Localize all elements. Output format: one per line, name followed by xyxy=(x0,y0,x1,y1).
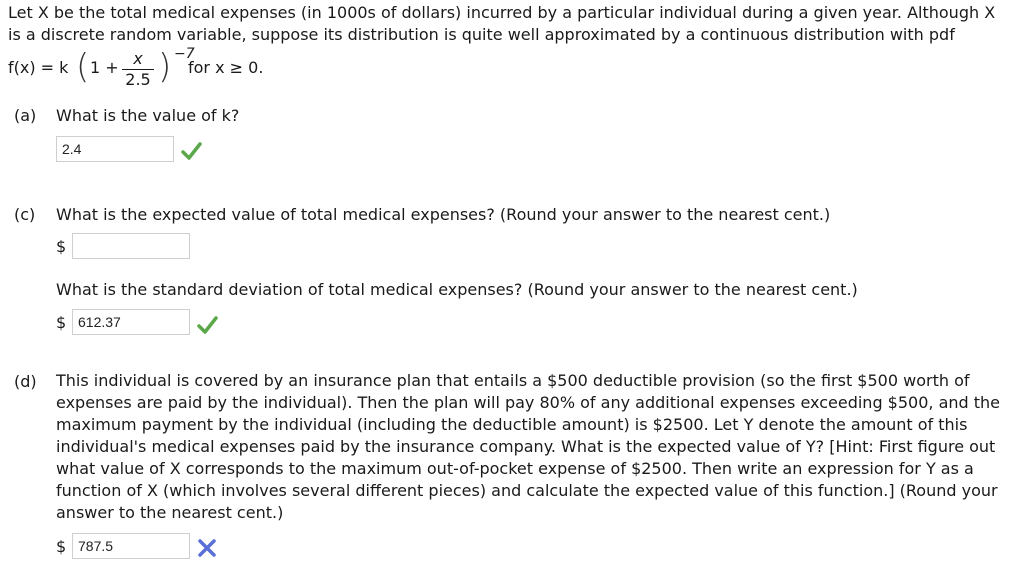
part-a-label: (a) xyxy=(14,106,37,125)
part-c-std-dev-input[interactable] xyxy=(72,309,190,335)
part-d-line: individual's medical expenses paid by the insurance company. What is the expected value of Y? [Hint: First figure out xyxy=(56,437,996,456)
part-c-expected-value-input[interactable] xyxy=(72,233,190,259)
currency-symbol: $ xyxy=(56,313,67,332)
intro-line-2: is a discrete random variable, suppose its distribution is quite well approximated by a continuous distribution with pdf xyxy=(8,25,955,44)
part-d-answer-input[interactable] xyxy=(72,533,190,559)
part-c-question-2: What is the standard deviation of total medical expenses? (Round your answer to the nearest cent.) xyxy=(56,280,858,299)
intro-line-1: Let X be the total medical expenses (in 1000s of dollars) incurred by a particular individual during a given year. Although X xyxy=(8,3,996,22)
left-paren: ( xyxy=(76,47,90,87)
formula-lhs: f(x) = k xyxy=(8,58,69,77)
check-icon xyxy=(180,140,202,162)
formula-fraction xyxy=(120,50,156,89)
part-d-line: maximum payment by the individual (including the deductible amount) is $2500. Let Y denote the amount of this xyxy=(56,415,968,434)
formula-one-plus: 1 + xyxy=(90,58,119,77)
part-d-question xyxy=(56,370,1018,524)
part-c-question-1: What is the expected value of total medical expenses? (Round your answer to the nearest cent.) xyxy=(56,205,831,224)
pdf-formula xyxy=(8,46,408,90)
formula-condition: for x ≥ 0. xyxy=(188,58,264,77)
part-d-line: what value of X corresponds to the maximum out-of-pocket expense of $2500. Then write an expression for Y as a xyxy=(56,459,974,478)
part-d-line: function of X (which involves several different pieces) and calculate the expected value of this function.] (Round your xyxy=(56,481,998,500)
part-a-answer-input[interactable] xyxy=(56,136,174,162)
right-paren: ) xyxy=(158,47,172,87)
currency-symbol: $ xyxy=(56,537,67,556)
problem-intro xyxy=(8,2,1018,46)
fraction-numerator: x xyxy=(133,49,143,68)
check-icon xyxy=(196,314,218,336)
part-d-line: answer to the nearest cent.) xyxy=(56,503,284,522)
cross-icon xyxy=(196,537,218,559)
part-a-question: What is the value of k? xyxy=(56,106,240,125)
part-d-label: (d) xyxy=(14,372,37,391)
part-c-label: (c) xyxy=(14,205,36,224)
fraction-denominator: 2.5 xyxy=(125,70,151,89)
formula-exponent: −7 xyxy=(174,46,195,62)
part-d-line: This individual is covered by an insurance plan that entails a $500 deductible provision (so the first $500 worth of xyxy=(56,371,970,390)
currency-symbol: $ xyxy=(56,237,67,256)
part-d-line: expenses are paid by the individual). Then the plan will pay 80% of any additional expenses exceeding $500, and the xyxy=(56,393,1001,412)
